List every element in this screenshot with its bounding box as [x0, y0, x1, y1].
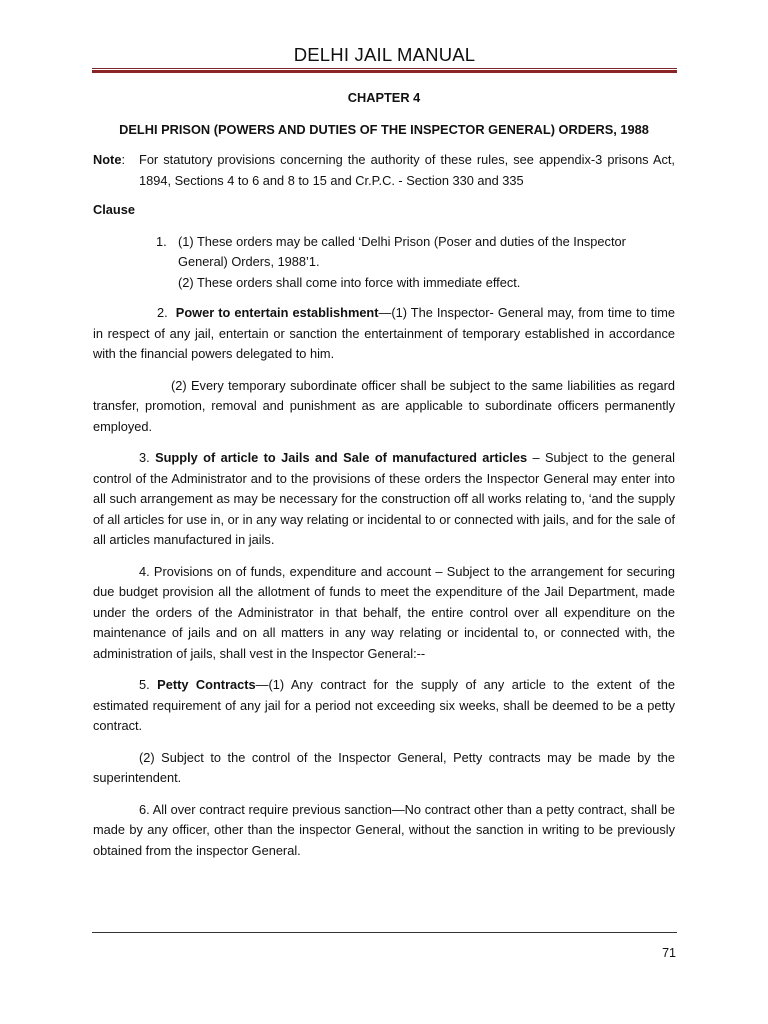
- document-header-title: DELHI JAIL MANUAL: [293, 44, 476, 65]
- clause-2-text: —(1) The Inspector- General may, from time to time in respect of any jail, entertain or sanction the entertainment of temporary established in accordance with the financial powers delegated to him.: [93, 305, 675, 361]
- clause-5-sub-2: (2) Subject to the control of the Inspector General, Petty contracts may be made by the superintendent.: [93, 749, 675, 785]
- note-label: Note:: [93, 152, 125, 167]
- header-rule-thin: [92, 68, 677, 69]
- clause-5-number: 5.: [139, 677, 150, 692]
- clause-2-sub-2: (2) Every temporary subordinate officer shall be subject to the same liabilities as regard transfer, promotion, removal and punishment as are applicable to subordinate officers permanently employed.: [93, 377, 675, 434]
- clause-5: [93, 675, 675, 737]
- clause-label: Clause: [93, 202, 135, 217]
- clause-3-text: – Subject to the general control of the Administrator and to the provisions of these orders the Inspector General may enter into all such arrangement as may be necessary for the construction off all works relating to, ‘and the supply of all articles for use in, or in any way relating or incidental to or connected with jails, and for the sale of all articles manufactured in jails.: [93, 450, 675, 547]
- page-number: 71: [662, 946, 676, 960]
- chapter-heading: CHAPTER 4: [347, 90, 421, 105]
- clause-2: [93, 303, 675, 365]
- clause-1-number: 1.: [156, 233, 167, 249]
- page-content: [93, 88, 675, 872]
- clause-3-number: 3.: [139, 450, 150, 465]
- clause-5-term: Petty Contracts: [157, 677, 256, 692]
- clause-3-term: Supply of article to Jails and Sale of manufactured articles: [155, 450, 528, 465]
- clause-4: 4. Provisions on of funds, expenditure and account – Subject to the arrangement for securing due budget provision all the allotment of funds to meet the expenditure of the Jail Department, made under the orders of the Administrator in that behalf, the entire control over all expenditure on the maintenance of jails and on all matters in any way relating or incidental to, or connected with, the administration of jails, shall vest in the Inspector General:--: [93, 563, 675, 661]
- note-block: [93, 150, 675, 191]
- header-rule-thick: [92, 70, 677, 73]
- clause-5-text: —(1) Any contract for the supply of any article to the extent of the estimated requirement of any jail for a period not exceeding six weeks, shall be deemed to be a petty contract.: [93, 677, 676, 733]
- clause-2-term: Power to entertain establishment: [175, 305, 379, 320]
- clause-6: 6. All over contract require previous sanction—No contract other than a petty contract, shall be made by any officer, other than the inspector General, without the sanction in writing to be previously obtained from the inspector General.: [93, 801, 675, 858]
- note-text: For statutory provisions concerning the authority of these rules, see appendix-3 prisons Act, 1894, Sections 4 to 6 and 8 to 15 and Cr.P.C. - Section 330 and 335: [139, 152, 675, 188]
- clause-3: [93, 448, 675, 551]
- clause-1: [156, 232, 675, 294]
- clause-1-sub-2: (2) These orders shall come into force with immediate effect.: [178, 274, 521, 290]
- orders-title: DELHI PRISON (POWERS AND DUTIES OF THE INSPECTOR GENERAL) ORDERS, 1988: [119, 121, 649, 137]
- clause-2-number: 2.: [157, 305, 168, 320]
- clause-1-sub-1: (1) These orders may be called ‘Delhi Prison (Poser and duties of the Inspector General) Orders, 1988’1.: [178, 233, 626, 269]
- footer-rule: [92, 932, 677, 933]
